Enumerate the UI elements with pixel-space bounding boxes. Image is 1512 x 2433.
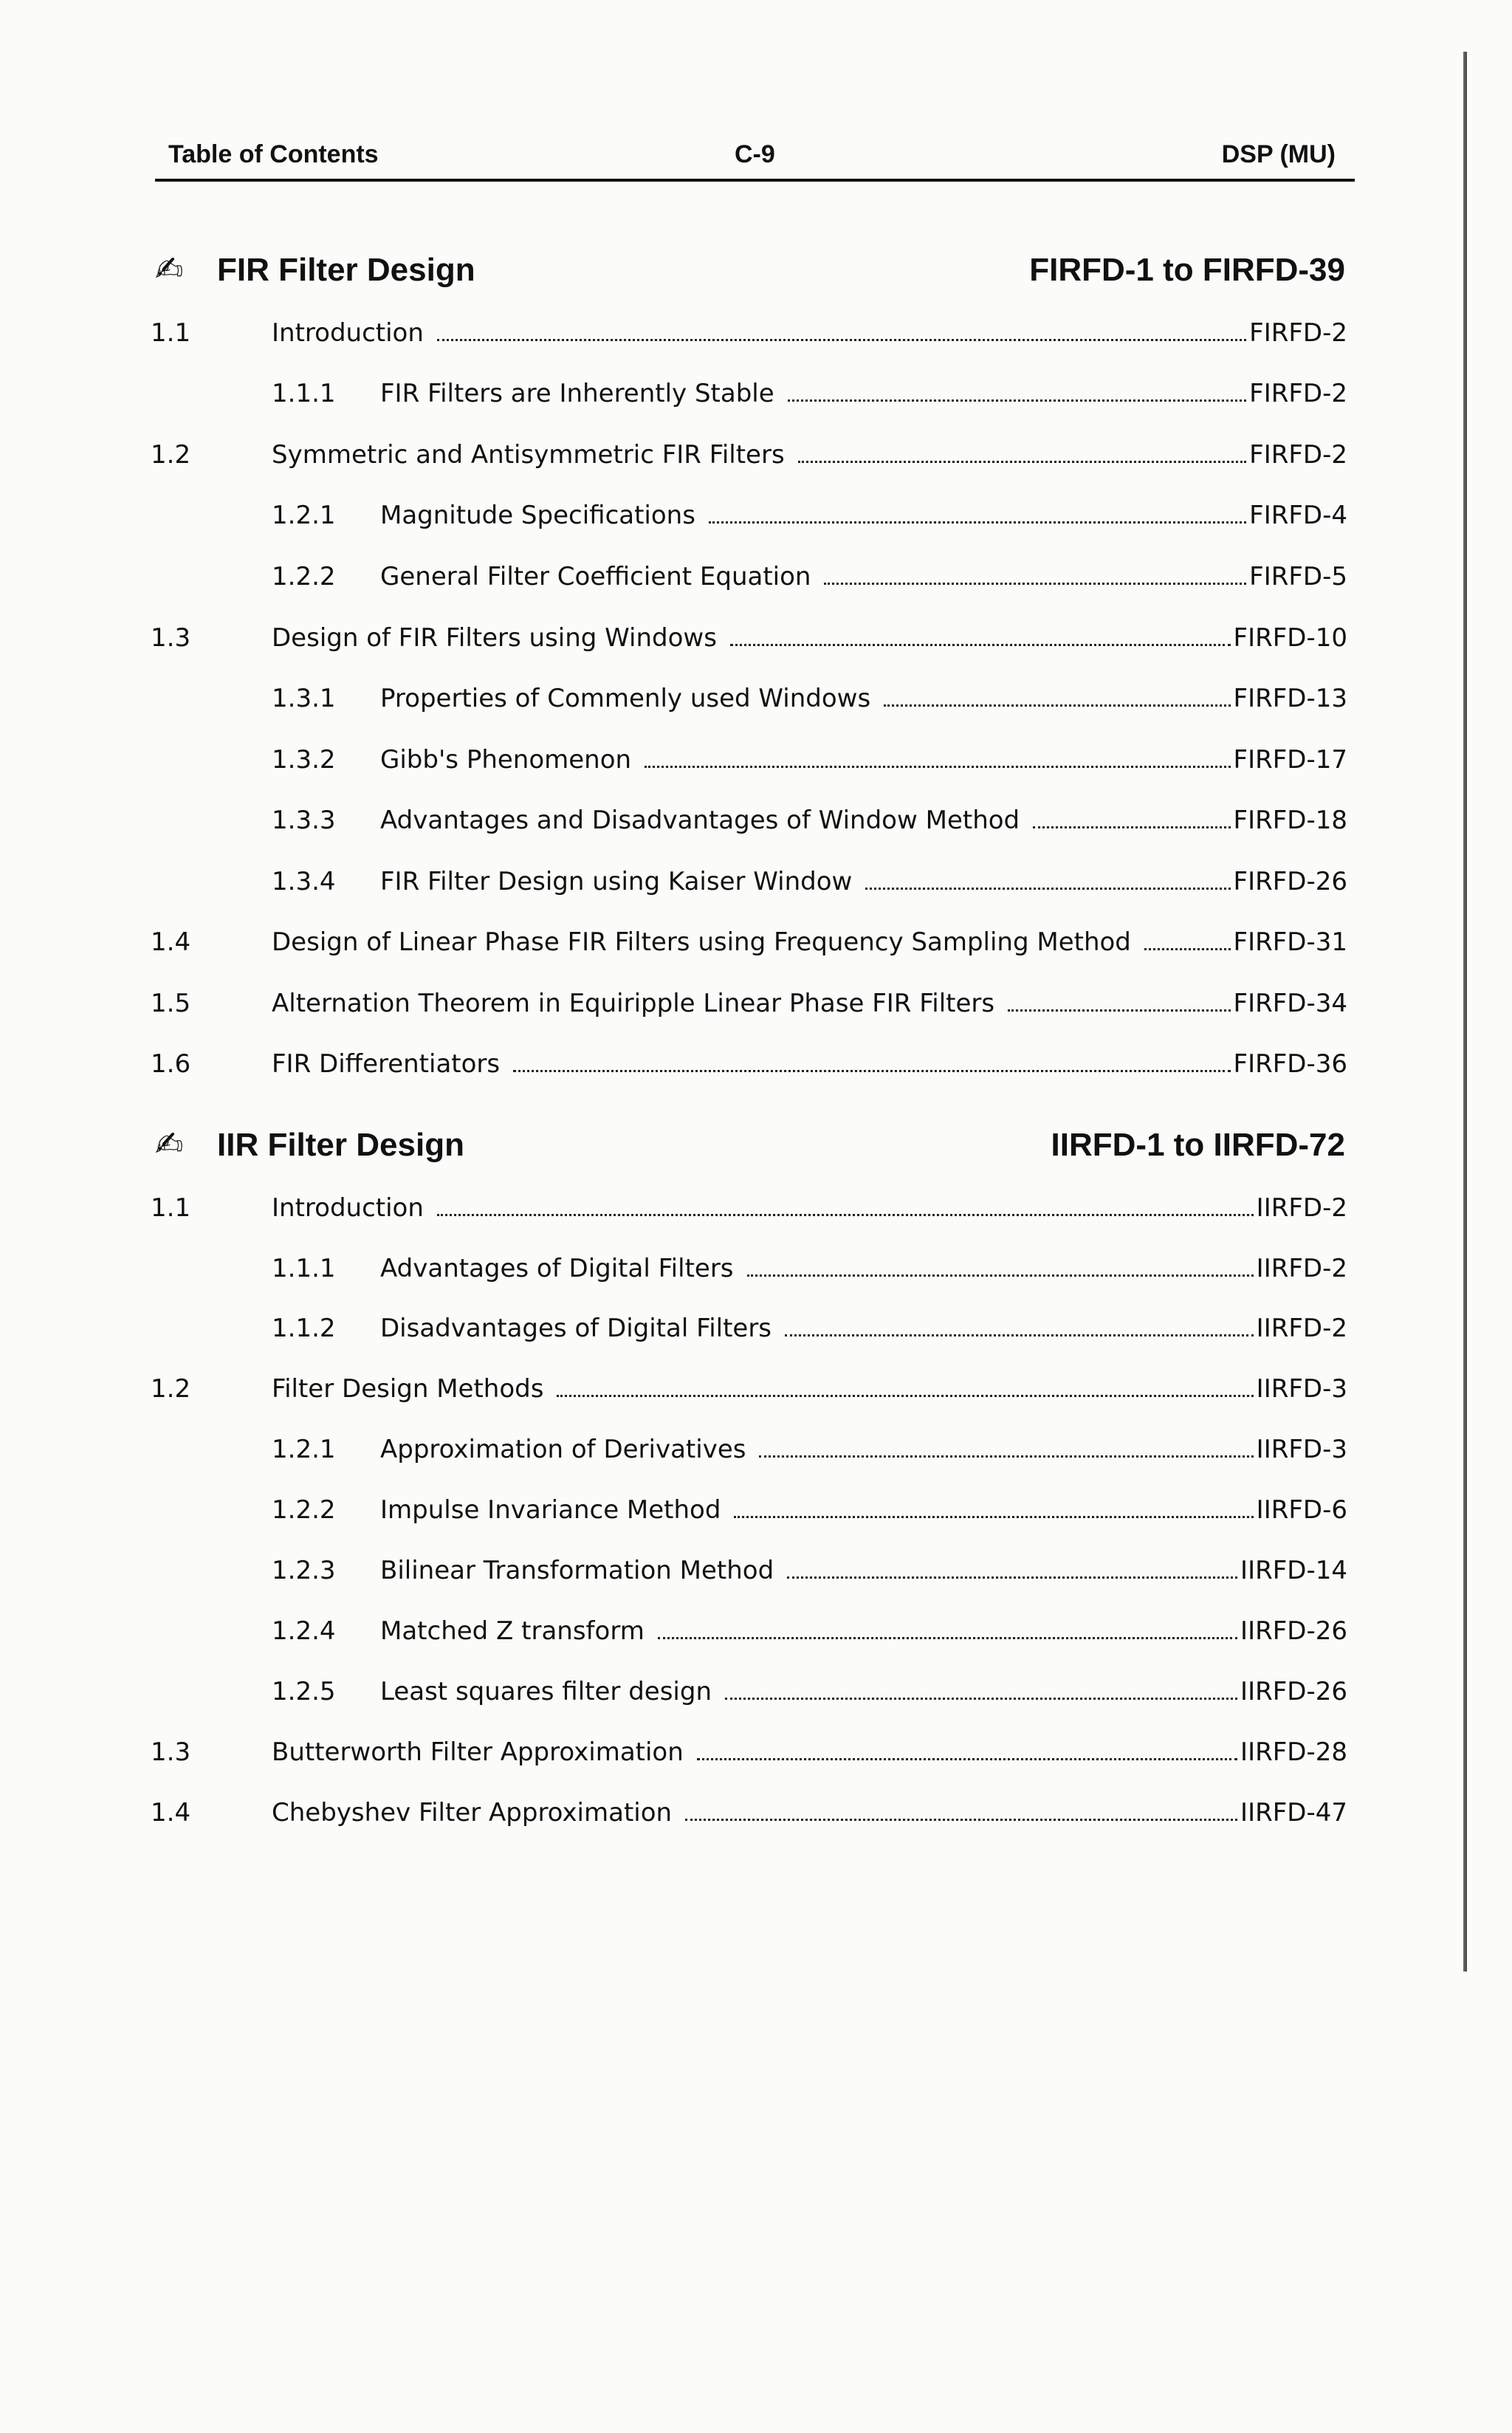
- toc-entry[interactable]: [148, 1794, 1347, 1838]
- section-page-range: FIRFD-1 to FIRFD-39: [1029, 252, 1345, 288]
- toc-entry-line: [380, 1495, 1347, 1525]
- toc-entry[interactable]: [148, 557, 1347, 602]
- toc-entry-number: 1.1.2: [272, 1314, 336, 1343]
- toc-entry-page: FIRFD-2: [1249, 440, 1347, 470]
- toc-entry-line: [380, 1616, 1347, 1646]
- toc-entry[interactable]: [148, 619, 1347, 663]
- toc-entry[interactable]: [148, 1672, 1347, 1717]
- toc-entry[interactable]: [148, 1612, 1347, 1656]
- toc-entry-label: Bilinear Transformation Method: [380, 1556, 774, 1585]
- toc-entry-number: 1.3.1: [272, 684, 336, 713]
- toc-entry-number: 1.3: [151, 1737, 191, 1767]
- toc-entry-line: [380, 684, 1347, 713]
- toc-entry-label: FIR Differentiators: [272, 1049, 501, 1079]
- toc-entry-label: General Filter Coefficient Equation: [380, 562, 811, 591]
- toc-entry-number: 1.2.3: [272, 1556, 336, 1585]
- toc-entry-label: Butterworth Filter Approximation: [272, 1737, 684, 1767]
- section-heading: FIR Filter Design: [217, 252, 475, 288]
- dot-leader: [747, 1274, 1254, 1277]
- toc-entry-line: [380, 1435, 1347, 1464]
- page-header: [155, 137, 1355, 182]
- toc-entry-number: 1.1: [151, 1193, 191, 1223]
- toc-entry-page: FIRFD-26: [1233, 867, 1347, 896]
- toc-entry[interactable]: [148, 1045, 1347, 1089]
- toc-entry-label: Introduction: [272, 1193, 424, 1223]
- toc-entry-page: IIRFD-26: [1240, 1677, 1347, 1706]
- dot-leader: [785, 1334, 1254, 1336]
- dot-leader: [437, 339, 1246, 341]
- toc-entry-line: [380, 867, 1347, 896]
- toc-entry-number: 1.2.2: [272, 1495, 336, 1525]
- toc-entry[interactable]: [148, 314, 1347, 358]
- toc-entry-number: 1.5: [151, 989, 191, 1018]
- header-right-title: DSP (MU): [1221, 140, 1336, 168]
- toc-entry-number: 1.3: [151, 623, 191, 653]
- toc-entry[interactable]: [148, 862, 1347, 907]
- dot-leader: [1144, 948, 1231, 950]
- toc-entry[interactable]: [148, 801, 1347, 845]
- dot-leader: [557, 1395, 1253, 1397]
- toc-entry-page: FIRFD-34: [1233, 989, 1347, 1018]
- toc-entry-number: 1.2: [151, 440, 191, 470]
- toc-entry[interactable]: [148, 1249, 1347, 1294]
- toc-entry-number: 1.2: [151, 1374, 191, 1404]
- toc-entry-page: IIRFD-26: [1240, 1616, 1347, 1646]
- toc-entry-label: Symmetric and Antisymmetric FIR Filters: [272, 440, 785, 470]
- toc-entry-page: IIRFD-2: [1256, 1254, 1347, 1283]
- toc-entry-line: [380, 806, 1347, 835]
- toc-entry[interactable]: [148, 923, 1347, 967]
- section-title: [155, 247, 1345, 299]
- toc-entry[interactable]: [148, 1370, 1347, 1414]
- toc-entry-label: Least squares filter design: [380, 1677, 712, 1706]
- toc-entry-label: Design of FIR Filters using Windows: [272, 623, 717, 653]
- toc-entry-number: 1.4: [151, 1798, 191, 1828]
- toc-entry-page: IIRFD-6: [1256, 1495, 1347, 1525]
- toc-entry-page: FIRFD-10: [1233, 623, 1347, 653]
- toc-entry-number: 1.6: [151, 1049, 191, 1079]
- toc-entry-line: [272, 1193, 1347, 1223]
- dot-leader: [734, 1516, 1253, 1518]
- toc-entry-number: 1.2.1: [272, 501, 336, 530]
- dot-leader: [645, 766, 1230, 768]
- toc-entry-line: [380, 501, 1347, 530]
- toc-entry-page: IIRFD-2: [1256, 1193, 1347, 1223]
- toc-entry-line: [380, 379, 1347, 408]
- toc-entry[interactable]: [148, 1309, 1347, 1353]
- toc-entry[interactable]: [148, 1551, 1347, 1596]
- dot-leader: [709, 521, 1246, 524]
- toc-entry-page: FIRFD-5: [1249, 562, 1347, 591]
- writing-hand-icon: ✍: [155, 249, 184, 289]
- toc-entry-page: FIRFD-36: [1233, 1049, 1347, 1079]
- toc-entry[interactable]: [148, 741, 1347, 785]
- toc-entry-line: [272, 989, 1347, 1018]
- dot-leader: [685, 1819, 1237, 1821]
- toc-entry-number: 1.1: [151, 318, 191, 348]
- toc-entry-page: IIRFD-14: [1240, 1556, 1347, 1585]
- toc-entry-line: [380, 562, 1347, 591]
- dot-leader: [725, 1698, 1237, 1700]
- dot-leader: [730, 644, 1231, 646]
- dot-leader: [513, 1070, 1230, 1072]
- section-title: [155, 1122, 1345, 1174]
- toc-entry-label: FIR Filters are Inherently Stable: [380, 379, 774, 408]
- dot-leader: [1008, 1009, 1230, 1012]
- toc-entry-label: Chebyshev Filter Approximation: [272, 1798, 673, 1828]
- header-left-title: Table of Contents: [168, 140, 379, 168]
- toc-entry-line: [272, 440, 1347, 470]
- toc-entry-label: Matched Z transform: [380, 1616, 645, 1646]
- toc-entry-line: [272, 927, 1347, 957]
- toc-entry-line: [272, 1049, 1347, 1079]
- toc-entry-page: FIRFD-17: [1233, 745, 1347, 775]
- toc-entry-line: [380, 1314, 1347, 1343]
- dot-leader: [1033, 826, 1230, 828]
- toc-entry-number: 1.2.1: [272, 1435, 336, 1464]
- toc-entry-label: Design of Linear Phase FIR Filters using Frequency Sampling Method: [272, 927, 1131, 957]
- toc-entry-label: Introduction: [272, 318, 424, 348]
- toc-entry[interactable]: [148, 1733, 1347, 1777]
- toc-entry-page: IIRFD-3: [1256, 1435, 1347, 1464]
- toc-entry-number: 1.1.1: [272, 1254, 336, 1283]
- writing-hand-icon: ✍: [155, 1124, 184, 1164]
- dot-leader: [884, 704, 1230, 707]
- toc-entry[interactable]: [148, 1189, 1347, 1233]
- toc-entry[interactable]: [148, 984, 1347, 1029]
- dot-leader: [865, 888, 1230, 890]
- toc-entry-page: IIRFD-2: [1256, 1314, 1347, 1343]
- dot-leader: [787, 1576, 1237, 1579]
- toc-entry-label: Properties of Commenly used Windows: [380, 684, 871, 713]
- toc-entry-number: 1.3.2: [272, 745, 336, 775]
- toc-entry-label: Magnitude Specifications: [380, 501, 695, 530]
- toc-entry-page: IIRFD-3: [1256, 1374, 1347, 1404]
- toc-entry-label: Gibb's Phenomenon: [380, 745, 632, 775]
- toc-entry-label: Alternation Theorem in Equiripple Linear Phase FIR Filters: [272, 989, 995, 1018]
- toc-entry-line: [272, 623, 1347, 653]
- dot-leader: [798, 461, 1246, 463]
- toc-entry-number: 1.3.4: [272, 867, 336, 896]
- toc-entry-line: [380, 1254, 1347, 1283]
- toc-entry-page: FIRFD-31: [1233, 927, 1347, 957]
- toc-entry-line: [380, 1556, 1347, 1585]
- section-page-range: IIRFD-1 to IIRFD-72: [1051, 1127, 1345, 1163]
- toc-entry-page: FIRFD-2: [1249, 379, 1347, 408]
- toc-entry-label: Advantages and Disadvantages of Window Method: [380, 806, 1020, 835]
- toc-entry[interactable]: [148, 436, 1347, 480]
- toc-entry-number: 1.3.3: [272, 806, 336, 835]
- dot-leader: [824, 583, 1246, 585]
- toc-entry-label: FIR Filter Design using Kaiser Window: [380, 867, 853, 896]
- section-heading: IIR Filter Design: [217, 1127, 464, 1163]
- dot-leader: [788, 399, 1246, 402]
- toc-entry-line: [380, 745, 1347, 775]
- toc-entry-line: [272, 1798, 1347, 1828]
- toc-entry[interactable]: [148, 496, 1347, 541]
- dot-leader: [658, 1637, 1237, 1639]
- toc-entry-line: [272, 318, 1347, 348]
- dot-leader: [697, 1758, 1237, 1760]
- toc-entry-page: FIRFD-4: [1249, 501, 1347, 530]
- dot-leader: [437, 1214, 1254, 1216]
- toc-entry[interactable]: [148, 679, 1347, 724]
- header-page-number: C-9: [735, 140, 775, 168]
- toc-entry-line: [272, 1374, 1347, 1404]
- toc-entry[interactable]: [148, 374, 1347, 419]
- toc-entry-label: Filter Design Methods: [272, 1374, 544, 1404]
- toc-entry-label: Disadvantages of Digital Filters: [380, 1314, 772, 1343]
- toc-entry-line: [380, 1677, 1347, 1706]
- toc-entry-page: FIRFD-2: [1249, 318, 1347, 348]
- toc-entry-label: Advantages of Digital Filters: [380, 1254, 734, 1283]
- toc-entry-page: FIRFD-13: [1233, 684, 1347, 713]
- toc-entry-line: [272, 1737, 1347, 1767]
- toc-entry-number: 1.1.1: [272, 379, 336, 408]
- toc-entry-page: IIRFD-28: [1240, 1737, 1347, 1767]
- toc-entry-label: Impulse Invariance Method: [380, 1495, 721, 1525]
- toc-entry[interactable]: [148, 1491, 1347, 1535]
- toc-entry-number: 1.2.2: [272, 562, 336, 591]
- toc-entry-page: IIRFD-47: [1240, 1798, 1347, 1828]
- toc-entry-number: 1.2.5: [272, 1677, 336, 1706]
- toc-entry-number: 1.2.4: [272, 1616, 336, 1646]
- dot-leader: [759, 1455, 1253, 1458]
- toc-entry-page: FIRFD-18: [1233, 806, 1347, 835]
- toc-entry[interactable]: [148, 1430, 1347, 1475]
- toc-entry-number: 1.4: [151, 927, 191, 957]
- toc-entry-label: Approximation of Derivatives: [380, 1435, 746, 1464]
